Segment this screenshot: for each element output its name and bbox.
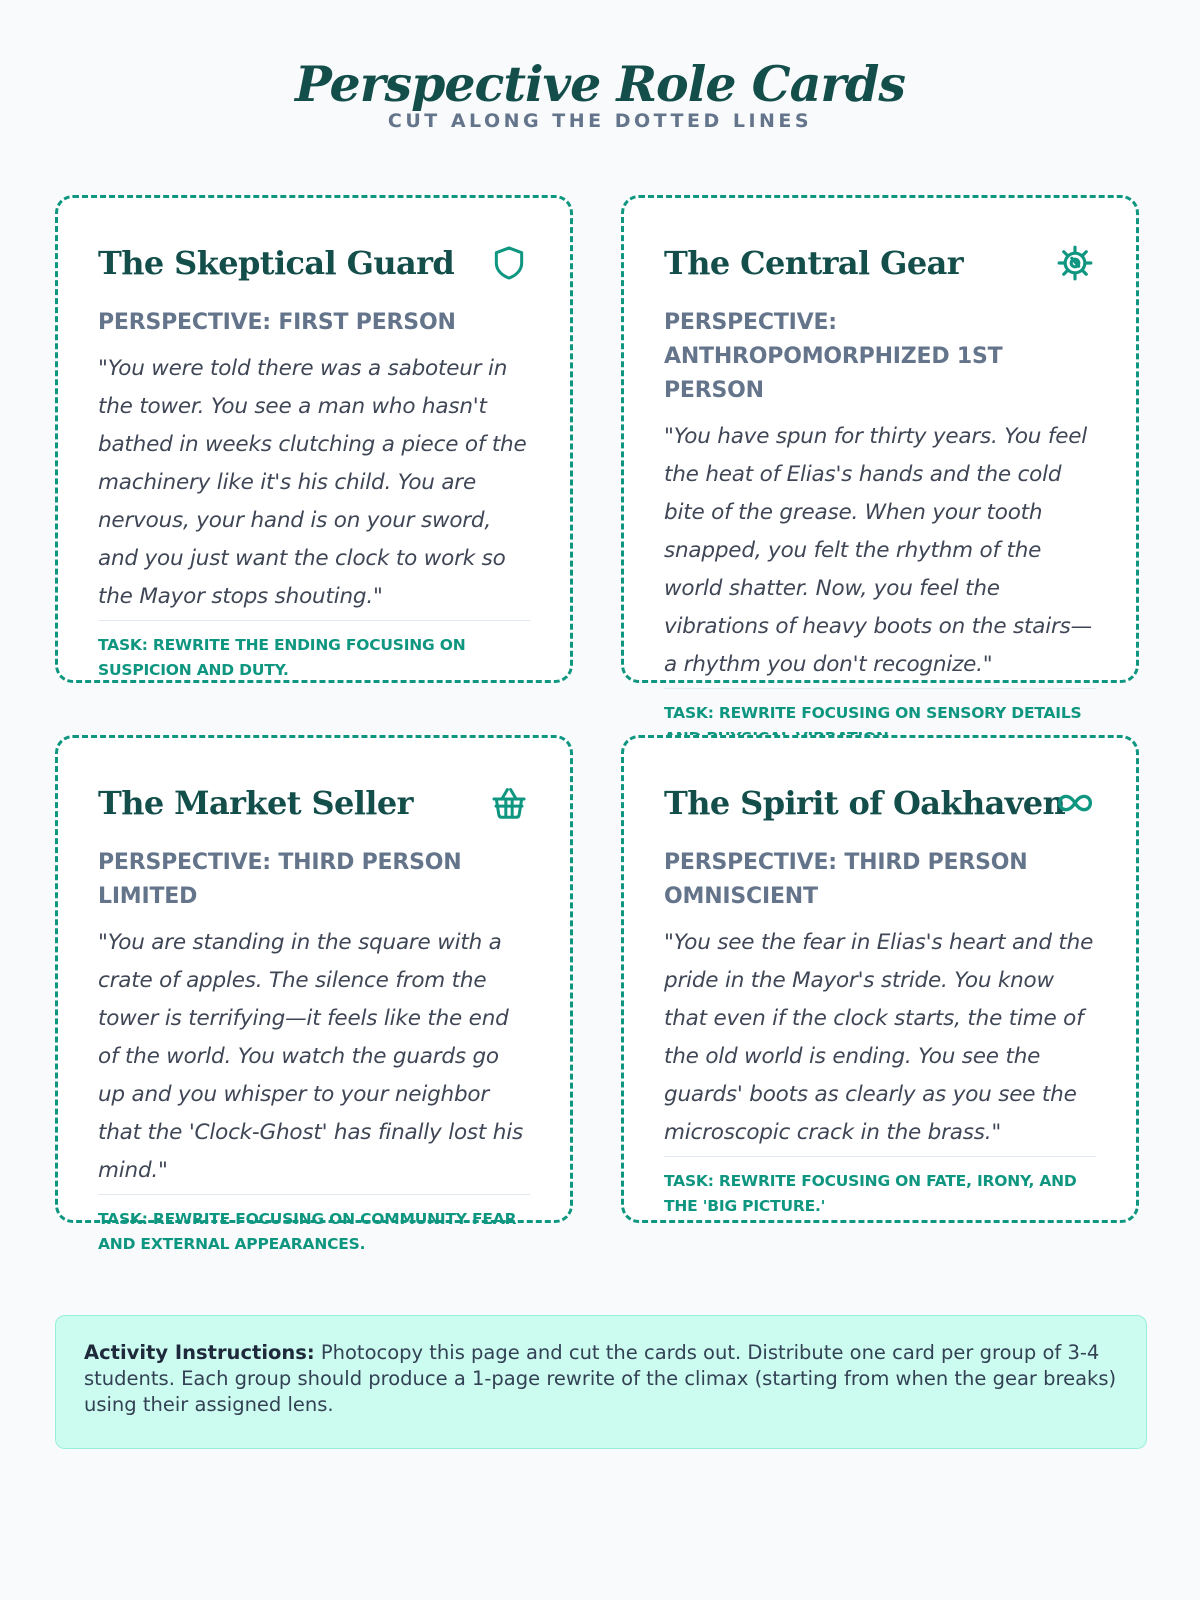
basket-icon — [490, 784, 528, 822]
card-task: TASK: REWRITE THE ENDING FOCUSING ON SUSPICION AND DUTY. — [98, 636, 466, 679]
card-task: TASK: REWRITE FOCUSING ON FATE, IRONY, AND THE 'BIG PICTURE.' — [664, 1172, 1077, 1215]
card-perspective: PERSPECTIVE: FIRST PERSON — [98, 310, 456, 335]
card-header — [664, 780, 1096, 836]
card-divider — [98, 620, 530, 621]
card-divider — [98, 1194, 530, 1195]
card-divider — [664, 1156, 1096, 1157]
infinity-icon — [1056, 784, 1094, 822]
card-title: The Spirit of Oakhaven — [664, 784, 1066, 822]
role-card-skeptical-guard — [55, 195, 573, 683]
shield-icon — [490, 244, 528, 282]
card-title: The Skeptical Guard — [98, 244, 455, 282]
card-perspective: PERSPECTIVE: THIRD PERSON OMNISCIENT — [664, 850, 1028, 909]
page-subtitle: CUT ALONG THE DOTTED LINES — [387, 110, 813, 132]
role-card-market-seller — [55, 735, 573, 1253]
card-quote: "You are standing in the square with a crate of apples. The silence from the tower is terrifying—it feels like the end of the world. You watch the guards go up and you whisper to your neighbor that the 'Clock-Ghost' has finally lost his mind." — [98, 930, 523, 1183]
card-task: TASK: REWRITE FOCUSING ON SENSORY DETAILS — [664, 704, 1082, 722]
card-perspective: PERSPECTIVE: ANTHROPOMORPHIZED 1ST PERSON — [664, 310, 1003, 403]
activity-instructions — [55, 1315, 1147, 1449]
instructions-text: Photocopy this page and cut the cards out. Distribute one card per group of 3-4 students. Each group should produce a 1-page rewrite of the climax (starting from when the gear breaks) using their assigned lens. — [84, 1341, 1117, 1416]
page-title: Perspective Role Cards — [295, 55, 905, 113]
card-header — [98, 240, 530, 296]
page-header — [0, 52, 1200, 134]
card-header — [98, 780, 530, 836]
card-quote: "You have spun for thirty years. You feel the heat of Elias's hands and the cold bite of the grease. When your tooth snapped, you felt the rhythm of the world shatter. Now, you feel the vibrations of heavy boots on the stairs—a rhythm you don't recognize." — [664, 424, 1092, 677]
card-quote: "You were told there was a saboteur in the tower. You see a man who hasn't bathed in weeks clutching a piece of the machinery like it's his child. You are nervous, your hand is on your sword, and you just want the clock to work so the Mayor stops shouting." — [98, 356, 527, 609]
card-divider — [664, 688, 1096, 689]
card-task: TASK: REWRITE FOCUSING ON COMMUNITY FEAR AND EXTERNAL APPEARANCES. — [98, 1210, 517, 1253]
card-title: The Central Gear — [664, 244, 964, 282]
card-title: The Market Seller — [98, 784, 413, 822]
gear-icon — [1056, 244, 1094, 282]
card-quote: "You see the fear in Elias's heart and the pride in the Mayor's stride. You know that even if the clock starts, the time of the old world is ending. You see the guards' boots as clearly as you see the microscopic crack in the brass." — [664, 930, 1094, 1145]
instructions-label: Activity Instructions: — [84, 1341, 315, 1364]
card-perspective: PERSPECTIVE: THIRD PERSON LIMITED — [98, 850, 462, 909]
role-card-central-gear — [621, 195, 1139, 722]
role-card-spirit-of-oakhaven — [621, 735, 1139, 1223]
card-header — [664, 240, 1096, 296]
